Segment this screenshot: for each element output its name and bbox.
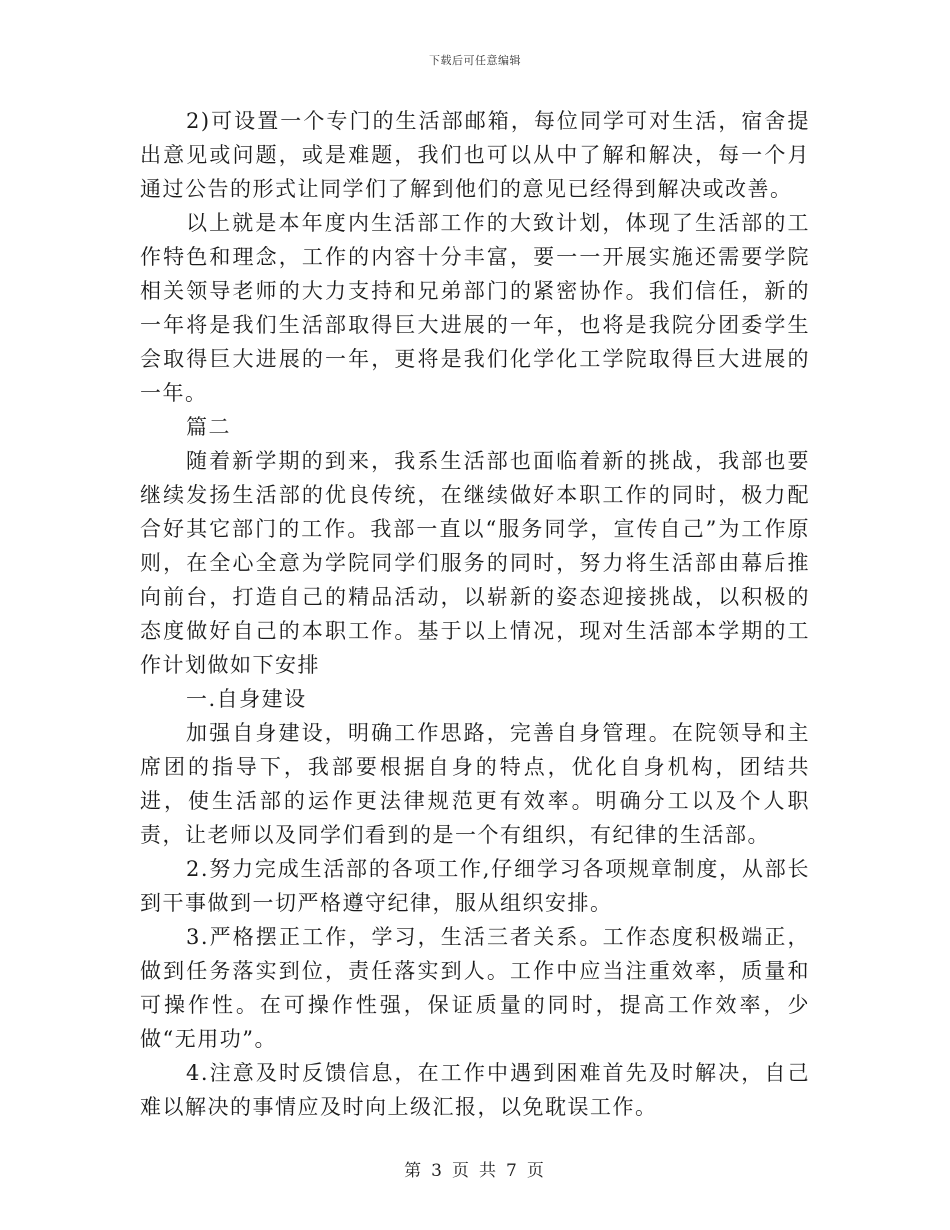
- paragraph-annual-summary: 以上就是本年度内生活部工作的大致计划，体现了生活部的工作特色和理念，工作的内容十分丰富，要一一开展实施还需要学院相关领导老师的大力支持和兄弟部门的紧密协作。我们信任，新的一年将是我们生活部取得巨大进展的一年，也将是我院分团委学生会取得巨大进展的一年，更将是我们化学化工学院取得巨大进展的一年。: [140, 211, 810, 405]
- paragraph-new-semester: 随着新学期的到来，我系生活部也面临着新的挑战，我部也要继续发扬生活部的优良传统，在继续做好本职工作的同时，极力配合好其它部门的工作。我部一直以“服务同学，宣传自己”为工作原则，在全心全意为学院同学们服务的同时，努力将生活部由幕后推向前台，打造自己的精品活动，以崭新的姿态迎接挑战，以积极的态度做好自己的本职工作。基于以上情况，现对生活部本学期的工作计划做如下安排: [140, 449, 810, 677]
- paragraph-item-2: 2.努力完成生活部的各项工作,仔细学习各项规章制度，从部长到干事做到一切严格遵守纪律，服从组织安排。: [140, 857, 810, 915]
- page-footer: [0, 1156, 950, 1181]
- paragraph-suggestion-mailbox: 2)可设置一个专门的生活部邮箱，每位同学可对生活，宿舍提出意见或问题，或是难题，我们也可以从中了解和解决，每一个月通过公告的形式让同学们了解到他们的意见已经得到解决或改善。: [140, 109, 810, 201]
- footer-label-suffix: 页: [526, 1161, 546, 1181]
- footer-total-pages: 7: [506, 1161, 519, 1181]
- footer-label-total: 共: [479, 1161, 498, 1181]
- footer-current-page: 3: [431, 1161, 444, 1181]
- section-heading-self-building: 一.自身建设: [186, 687, 307, 711]
- paragraph-strengthen-self: 加强自身建设，明确工作思路，完善自身管理。在院领导和主席团的指导下，我部要根据自身的特点，优化自身机构，团结共进，使生活部的运作更法律规范更有效率。明确分工以及个人职责，让老师以及同学们看到的是一个有组织，有纪律的生活部。: [140, 721, 810, 847]
- header-note: 下载后可任意编辑: [429, 54, 521, 67]
- document-body: [140, 104, 810, 1124]
- paragraph-item-4: 4.注意及时反馈信息，在工作中遇到困难首先及时解决，自己难以解决的事情应及时向上级汇报，以免耽误工作。: [140, 1061, 810, 1119]
- paragraph-item-3: 3.严格摆正工作，学习，生活三者关系。工作态度积极端正，做到任务落实到位，责任落实到人。工作中应当注重效率，质量和可操作性。在可操作性强，保证质量的同时，提高工作效率，少做“无用功”。: [140, 925, 810, 1051]
- footer-label-prefix: 第: [404, 1161, 424, 1181]
- section-heading-part-two: 篇二: [186, 415, 231, 439]
- footer-label-page: 页: [452, 1161, 471, 1181]
